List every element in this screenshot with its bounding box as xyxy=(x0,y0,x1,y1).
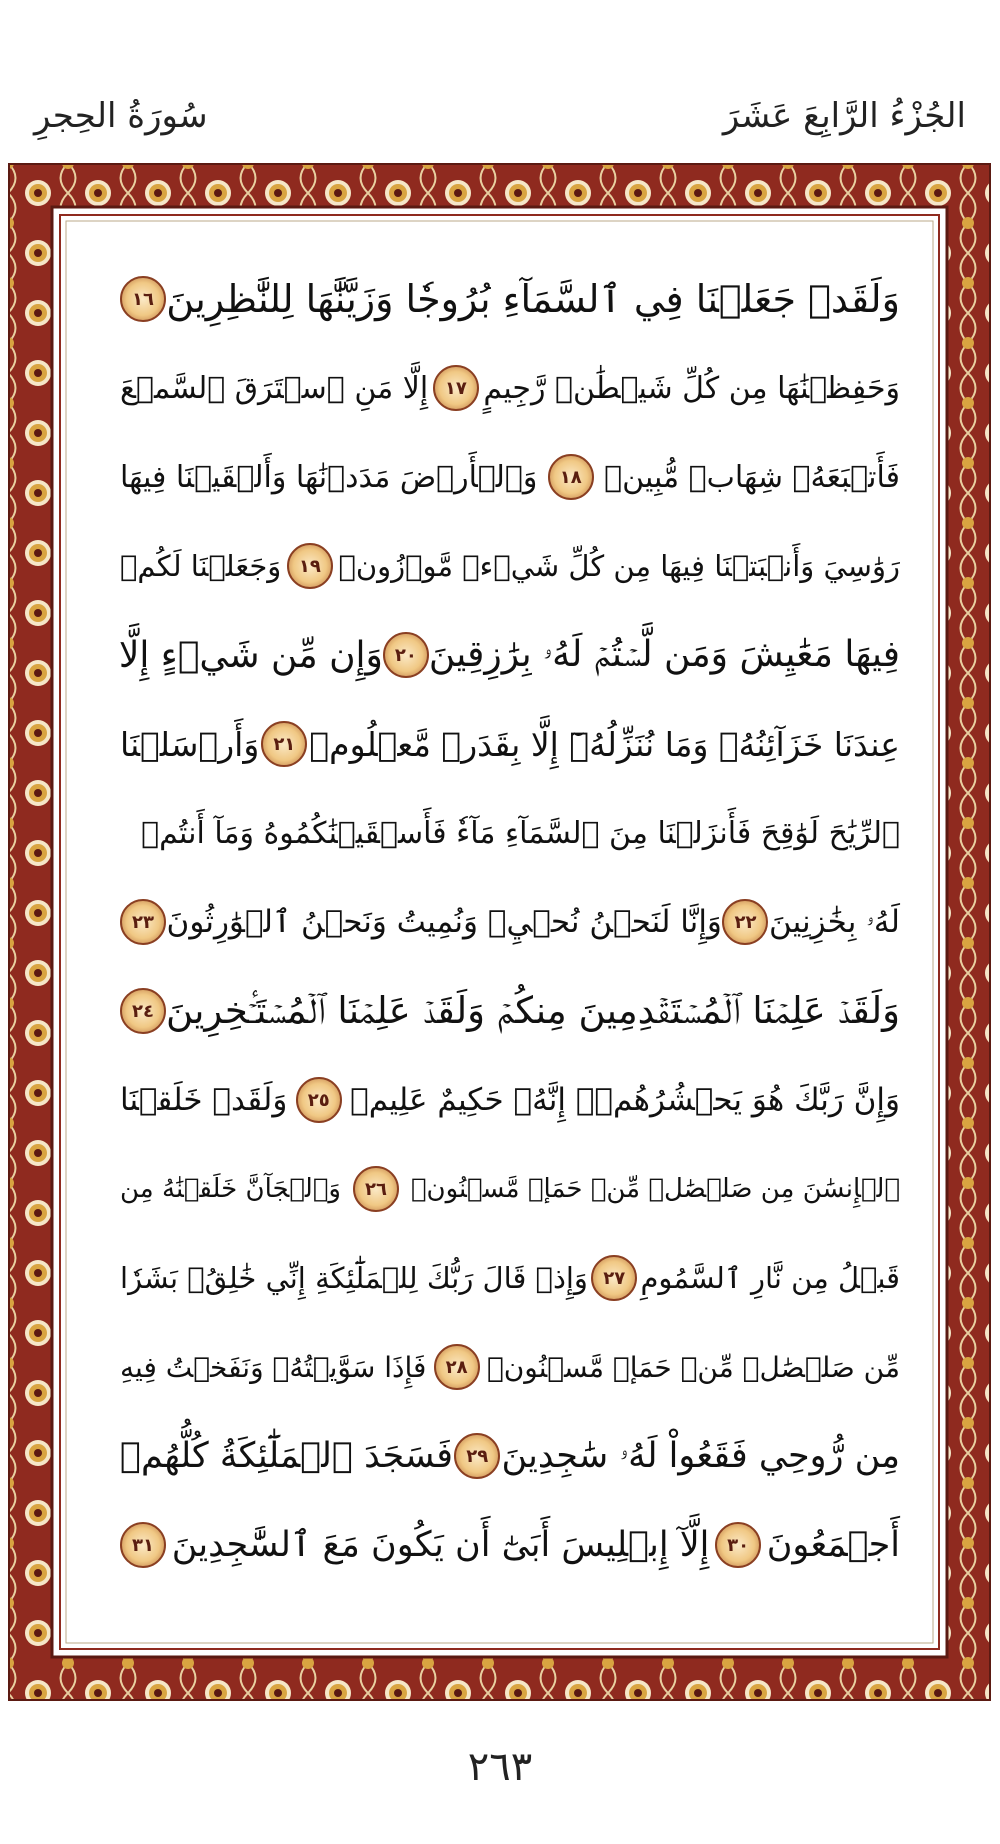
text-line xyxy=(120,433,900,521)
ayah-marker: ١٩ xyxy=(287,543,333,589)
verse-text: مِن رُّوحِي فَقَعُواْ لَهُۥ سَٰجِدِينَ xyxy=(501,1436,900,1476)
ayah-marker: ١٨ xyxy=(548,454,594,500)
ayah-marker: ٢٠ xyxy=(383,632,429,678)
ayah-marker: ٢٩ xyxy=(454,1433,500,1479)
juz-name-header: الجُزْءُ الرَّابِعَ عَشَرَ xyxy=(722,96,966,136)
verse-text: قَبۡلُ مِن نَّارِ ٱلسَّمُومِ xyxy=(640,1261,900,1295)
verse-text: فَسَجَدَ ٱلۡمَلَٰٓئِكَةُ كُلُّهُمۡ xyxy=(120,1436,454,1476)
verse-text: ٱلرِّيَٰحَ لَوَٰقِحَ فَأَنزَلۡنَا مِنَ ٱلسَّمَآءِ مَآءٗ فَأَسۡقَيۡنَٰكُمُوهُ وَمَآ أَنتُمۡ xyxy=(141,815,900,851)
verse-text: وَإِنَّا لَنَحۡنُ نُحۡيِۦ وَنُمِيتُ وَنَحۡنُ ٱلۡوَٰرِثُونَ xyxy=(166,904,722,940)
page-number: ٢٦٣ xyxy=(467,1744,533,1790)
text-line xyxy=(120,700,900,788)
verse-text: رَوَٰسِيَ وَأَنۢبَتۡنَا فِيهَا مِن كُلِّ شَيۡءٖ مَّوۡزُونٖ xyxy=(338,549,900,583)
verse-text: فِيهَا مَعَٰيِشَ وَمَن لَّسۡتُمۡ لَهُۥ بِرَٰزِقِينَ xyxy=(428,634,900,675)
verse-text: وَإِذۡ قَالَ رَبُّكَ لِلۡمَلَٰٓئِكَةِ إِنِّي خَٰلِقُۢ بَشَرٗا xyxy=(120,1261,588,1295)
verse-text: إِلَّا مَنِ ٱسۡتَرَقَ ٱلسَّمۡعَ xyxy=(120,370,429,406)
ayah-marker: ٢٤ xyxy=(120,988,166,1034)
text-line xyxy=(120,789,900,877)
ayah-marker: ٢٥ xyxy=(296,1077,342,1123)
ayah-marker: ١٧ xyxy=(433,365,479,411)
ayah-marker: ٢٣ xyxy=(120,899,166,945)
verse-text: وَجَعَلۡنَا لَكُمۡ xyxy=(120,549,282,583)
text-line xyxy=(120,1234,900,1322)
verse-text: إِلَّآ إِبۡلِيسَ أَبَىٰٓ أَن يَكُونَ مَعَ ٱلسَّٰجِدِينَ xyxy=(171,1525,710,1565)
verse-text: لَهُۥ بِخَٰزِنِينَ xyxy=(769,903,900,940)
verse-text: فَأَتۡبَعَهُۥ شِهَابٞ مُّبِينٞ xyxy=(604,459,900,495)
verse-text: وَإِنَّ رَبَّكَ هُوَ يَحۡشُرُهُمۡۚ إِنَّهُۥ حَكِيمٌ عَلِيمٞ xyxy=(350,1082,900,1118)
ayah-marker: ٣٠ xyxy=(715,1522,761,1568)
verse-text: وَٱلۡجَآنَّ خَلَقۡنَٰهُ مِن xyxy=(120,1174,341,1204)
ayah-marker: ٣١ xyxy=(120,1522,166,1568)
text-line xyxy=(120,1323,900,1411)
surah-name-header: سُورَةُ الحِجرِ xyxy=(34,96,208,136)
verse-text: وَأَرۡسَلۡنَا xyxy=(120,724,260,764)
verse-text: مِّن صَلۡصَٰلٖ مِّنۡ حَمَإٖ مَّسۡنُونٖ xyxy=(486,1350,900,1384)
ayah-marker: ٢٦ xyxy=(353,1166,399,1212)
ayah-marker: ٢٨ xyxy=(434,1344,480,1390)
verses-text-area xyxy=(120,255,900,1590)
ayah-marker: ٢١ xyxy=(261,721,307,767)
verse-text: وَلَقَدۡ خَلَقۡنَا xyxy=(120,1082,288,1118)
verse-text: ٱلۡإِنسَٰنَ مِن صَلۡصَٰلٖ مِّنۡ حَمَإٖ مَّسۡنُونٖ xyxy=(410,1174,900,1204)
verse-text: وَإِن مِّن شَيۡءٍ إِلَّا xyxy=(118,634,383,676)
verse-text: وَلَقَدۡ جَعَلۡنَا فِي ٱلسَّمَآءِ بُرُوجٗا وَزَيَّنَّٰهَا لِلنَّٰظِرِينَ xyxy=(166,277,900,321)
text-line xyxy=(120,1056,900,1144)
verse-text: وَٱلۡأَرۡضَ مَدَدۡنَٰهَا وَأَلۡقَيۡنَا فِيهَا xyxy=(120,459,538,495)
verse-text: وَحَفِظۡنَٰهَا مِن كُلِّ شَيۡطَٰنٖ رَّجِيمٍ xyxy=(483,370,900,406)
text-line xyxy=(120,344,900,432)
verse-text: فَإِذَا سَوَّيۡتُهُۥ وَنَفَخۡتُ فِيهِ xyxy=(120,1350,427,1384)
verse-text: عِندَنَا خَزَآئِنُهُۥ وَمَا نُنَزِّلُهُۥٓ إِلَّا بِقَدَرٖ مَّعۡلُومٖ xyxy=(309,724,900,764)
text-line xyxy=(120,522,900,610)
verse-text: وَلَقَدۡ عَلِمۡنَا ٱلۡمُسۡتَقۡدِمِينَ مِنكُمۡ وَلَقَدۡ عَلِمۡنَا ٱلۡمُسۡتَـٔۡخِرِينَ xyxy=(165,989,900,1032)
ayah-marker: ١٦ xyxy=(120,276,166,322)
verse-text: أَجۡمَعُونَ xyxy=(766,1525,900,1565)
text-line xyxy=(120,611,900,699)
text-line xyxy=(120,878,900,966)
text-line xyxy=(120,1145,900,1233)
text-line xyxy=(120,1501,900,1589)
ayah-marker: ٢٧ xyxy=(591,1255,637,1301)
ayah-marker: ٢٢ xyxy=(722,899,768,945)
text-line xyxy=(120,255,900,343)
text-line xyxy=(120,967,900,1055)
text-line xyxy=(120,1412,900,1500)
